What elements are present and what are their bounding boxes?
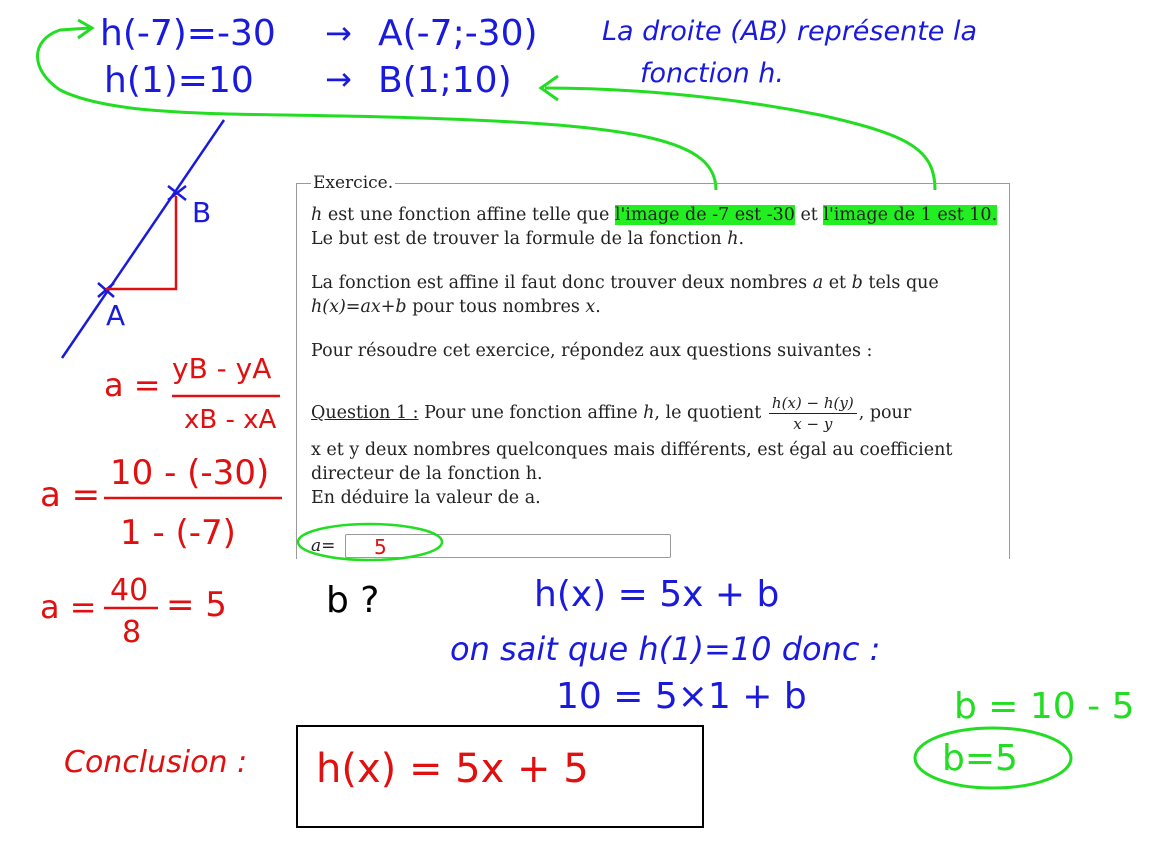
- graph-line: [62, 120, 224, 358]
- hw-arrow-1: →: [325, 14, 352, 52]
- hw-a-num-3: 40: [110, 573, 149, 608]
- hw-point-b: B(1;10): [378, 60, 512, 101]
- hw-ten-line: 10 = 5×1 + b: [556, 676, 807, 717]
- hw-arrow-2: →: [325, 60, 352, 98]
- hw-a-eq-3: a =: [40, 588, 97, 626]
- hw-point-a: A(-7;-30): [378, 13, 538, 54]
- highlight-image-1: l'image de 1 est 10.: [823, 205, 998, 225]
- highlight-image-minus7: l'image de -7 est -30: [614, 205, 795, 225]
- hw-droite-line1: La droite (AB) représente la: [602, 16, 978, 47]
- hw-h-1: h(1)=10: [104, 60, 254, 101]
- question-1: Question 1 : Pour une fonction affine h, le quotient $\frac{h(x) - h(y)}{x - y}$ , pour: [311, 394, 912, 433]
- hw-a-result: = 5: [166, 585, 227, 625]
- resolve-paragraph: Pour résoudre cet exercice, répondez aux questions suivantes :: [311, 341, 873, 361]
- hw-b-result: b=5: [942, 738, 1018, 779]
- hw-conclusion-value: h(x) = 5x + 5: [316, 746, 589, 792]
- hw-hx-line: h(x) = 5x + b: [534, 574, 780, 615]
- question-1-label: Question 1 :: [311, 403, 419, 423]
- green-arrow-right: [545, 88, 935, 190]
- hw-h-minus7: h(-7)=-30: [100, 13, 276, 54]
- conclusion-box: [296, 725, 704, 828]
- question-1-continued: x et y deux nombres quelconques mais différents, est égal au coefficient directeur de la fonction h.: [311, 440, 953, 484]
- hw-conclusion-label: Conclusion :: [64, 745, 248, 780]
- graph-label-b: B: [192, 196, 212, 229]
- hw-a-den-3: 8: [122, 615, 142, 650]
- hw-a-den-2: 1 - (-7): [120, 513, 236, 553]
- hw-droite-line2: fonction h.: [640, 58, 784, 89]
- graph-label-a: A: [106, 299, 126, 332]
- hw-on-sait: on sait que h(1)=10 donc :: [450, 630, 881, 668]
- affine-paragraph: La fonction est affine il faut donc trouver deux nombres a et b tels que h(x)=ax+b pour tous nombres x.: [311, 273, 939, 317]
- exercise-panel: [296, 173, 1010, 559]
- answer-label: a=: [311, 536, 336, 556]
- quotient-fraction: $\frac{h(x) - h(y)}{x - y}$: [769, 393, 857, 434]
- exercise-body: [311, 203, 999, 510]
- question-1-deduce: En déduire la valeur de a.: [311, 488, 541, 508]
- hw-b-question: b ?: [326, 580, 380, 621]
- hw-b-calc: b = 10 - 5: [954, 686, 1135, 727]
- exercise-legend: Exercice.: [313, 173, 394, 193]
- hw-a-den-1: xB - xA: [184, 405, 277, 435]
- hw-a-num-1: yB - yA: [172, 352, 272, 385]
- intro-paragraph: h est une fonction affine telle que l'image de -7 est -30 et l'image de 1 est 10.: [311, 205, 998, 225]
- hw-a-num-2: 10 - (-30): [110, 453, 270, 493]
- hw-a-eq-1: a =: [104, 366, 161, 404]
- answer-a-input[interactable]: 5: [345, 534, 671, 558]
- goal-paragraph: Le but est de trouver la formule de la fonction h.: [311, 229, 745, 249]
- hw-a-eq-2: a =: [40, 475, 101, 515]
